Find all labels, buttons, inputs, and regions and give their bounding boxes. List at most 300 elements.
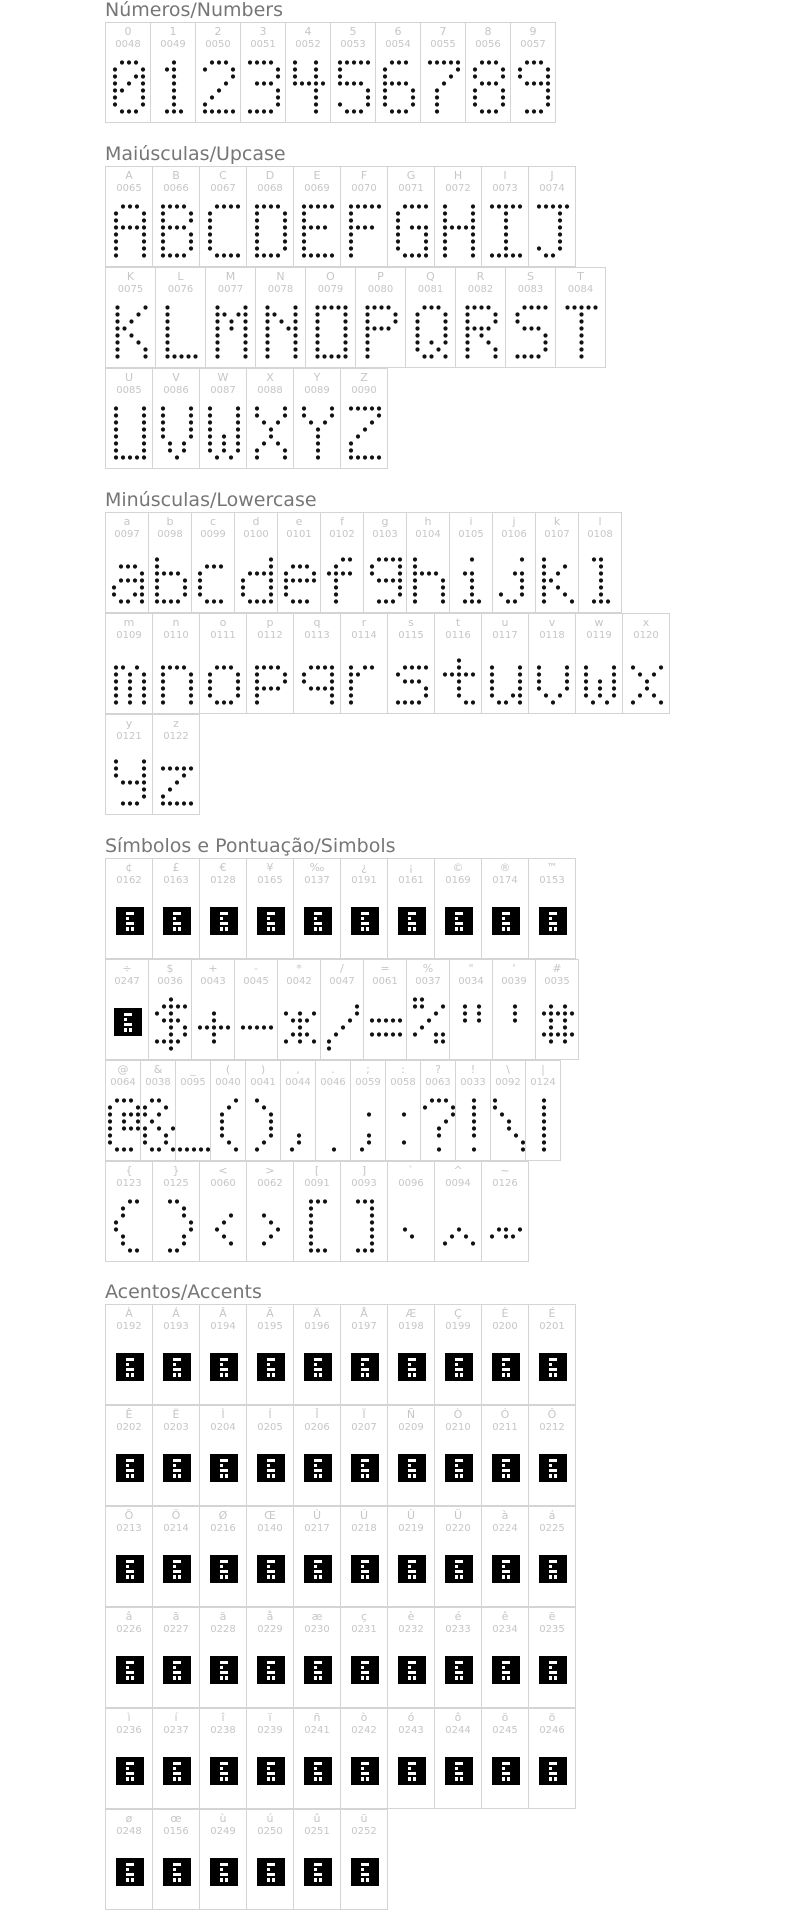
glyph-cell [293,1506,341,1607]
glyph-char-label: â [125,1610,133,1623]
glyph-char-label: m [123,616,135,629]
glyph-row [105,267,605,368]
dot-matrix-glyph [156,302,207,362]
glyph-code-label: 0090 [351,385,377,396]
glyph-cell [434,858,482,959]
glyph-row [105,858,578,959]
glyph-code-label: 0093 [351,1178,377,1189]
glyph-char-label: 2 [214,25,222,38]
glyph-cell [105,1405,153,1506]
missing-glyph-icon [294,1743,342,1803]
glyph-code-label: 0072 [445,183,471,194]
glyph-code-label: 0169 [445,875,471,886]
dot-matrix-glyph [364,994,408,1054]
glyph-cell [152,858,200,959]
glyph-code-label: 0243 [398,1725,424,1736]
dot-matrix-glyph [235,994,279,1054]
glyph-char-label: D [265,169,275,182]
missing-glyph-icon [247,893,295,953]
missing-glyph-icon [388,1541,436,1601]
glyph-code-label: 0108 [587,529,613,540]
glyph-char-label: É [548,1307,556,1320]
glyph-code-label: 0156 [163,1826,189,1837]
dot-matrix-glyph [388,648,436,708]
missing-glyph-icon [153,1440,201,1500]
glyph-char-label: " [468,962,474,975]
glyph-char-label: Ã [266,1307,274,1320]
glyph-char-label: ™ [546,861,558,874]
glyph-code-label: 0047 [329,976,355,987]
glyph-char-label: å [266,1610,274,1623]
dot-matrix-glyph [151,57,197,117]
glyph-char-label: _ [190,1063,196,1076]
glyph-code-label: 0120 [633,630,659,641]
glyph-cell [152,1506,200,1607]
glyph-cell [105,166,153,267]
missing-glyph-icon [482,1743,530,1803]
glyph-cell [375,22,421,123]
missing-glyph-icon [482,1339,530,1399]
dot-matrix-glyph [247,403,295,463]
glyph-code-label: 0065 [116,183,142,194]
missing-glyph-icon [247,1339,295,1399]
glyph-char-label: ? [435,1063,441,1076]
glyph-char-label: / [340,962,344,975]
dot-matrix-glyph [192,994,236,1054]
dot-matrix-glyph [153,749,201,809]
glyph-code-label: 0241 [304,1725,330,1736]
glyph-cell [528,1304,576,1405]
glyph-char-label: s [408,616,414,629]
glyph-row [105,166,605,267]
glyph-char-label: % [422,962,434,975]
glyph-code-label: 0100 [243,529,269,540]
dot-matrix-glyph [491,1095,527,1155]
glyph-cell [246,1708,294,1809]
glyph-code-label: 0193 [163,1321,189,1332]
dot-matrix-glyph [106,57,152,117]
glyph-cell [481,1607,529,1708]
glyph-cell [528,1607,576,1708]
glyph-code-label: 0163 [163,875,189,886]
dot-matrix-glyph [196,57,242,117]
dot-matrix-glyph [579,547,623,607]
glyph-code-label: 0053 [340,39,366,50]
glyph-cell [455,1060,491,1161]
glyph-char-label: k [553,515,561,528]
glyph-char-label: 5 [349,25,357,38]
glyph-cell [528,858,576,959]
glyph-char-label: ! [470,1063,476,1076]
glyph-code-label: 0126 [492,1178,518,1189]
missing-glyph-icon [200,1440,248,1500]
glyph-cell [105,267,156,368]
glyph-char-label: ë [548,1610,556,1623]
glyph-cell [246,1809,294,1910]
glyph-char-label: x [642,616,650,629]
dot-matrix-glyph [149,547,193,607]
glyph-char-label: Ï [362,1408,366,1421]
dot-matrix-glyph [388,1196,436,1256]
dot-matrix-glyph [506,302,557,362]
missing-glyph-icon [388,893,436,953]
dot-matrix-glyph [106,547,150,607]
glyph-char-label: E [313,169,321,182]
missing-glyph-icon [529,1642,577,1702]
glyph-char-label: H [453,169,463,182]
glyph-code-label: 0140 [257,1523,283,1534]
glyph-char-label: u [501,616,509,629]
glyph-code-label: 0055 [430,39,456,50]
glyph-cell [528,613,576,714]
glyph-code-label: 0203 [163,1422,189,1433]
missing-glyph-icon [388,1339,436,1399]
glyph-char-label: ñ [313,1711,321,1724]
glyph-char-label: 8 [484,25,492,38]
glyph-char-label: Ò [453,1408,463,1421]
glyph-cell [481,1708,529,1809]
missing-glyph-icon [482,1642,530,1702]
glyph-code-label: 0073 [492,183,518,194]
glyph-char-label: $ [166,962,174,975]
glyph-char-label: , [296,1063,300,1076]
dot-matrix-glyph [364,547,408,607]
dot-matrix-glyph [466,57,512,117]
glyph-grid-upcase [105,166,605,469]
dot-matrix-glyph [278,547,322,607]
glyph-code-label: 0077 [217,284,244,295]
glyph-code-label: 0069 [304,183,330,194]
glyph-char-label: i [469,515,473,528]
glyph-cell [105,613,153,714]
glyph-char-label: ¡ [408,861,414,874]
glyph-code-label: 0249 [210,1826,236,1837]
glyph-char-label: O [326,270,335,283]
glyph-char-label: Ú [359,1509,369,1522]
glyph-code-label: 0114 [351,630,377,641]
glyph-cell [492,959,536,1060]
dot-matrix-glyph [241,57,287,117]
glyph-cell [280,1060,316,1161]
dot-matrix-glyph [106,749,154,809]
glyph-char-label: W [217,371,229,384]
missing-glyph-icon [435,1440,483,1500]
glyph-char-label: ä [219,1610,227,1623]
glyph-char-label: Ô [547,1408,557,1421]
glyph-code-label: 0051 [250,39,276,50]
glyph-char-label: n [172,616,180,629]
glyph-char-label: b [166,515,174,528]
glyph-cell [434,1161,482,1262]
glyph-cell [246,368,294,469]
missing-glyph-icon [200,893,248,953]
glyph-code-label: 0238 [210,1725,236,1736]
glyph-cell [105,22,151,123]
glyph-cell [510,22,556,123]
glyph-char-label: c [209,515,217,528]
missing-glyph-icon [529,1743,577,1803]
glyph-code-label: 0045 [243,976,269,987]
glyph-code-label: 0191 [351,875,377,886]
glyph-cell [199,1809,247,1910]
dot-matrix-glyph [526,1095,562,1155]
glyph-char-label: ã [172,1610,180,1623]
dot-matrix-glyph [153,201,201,261]
glyph-code-label: 0211 [492,1422,518,1433]
glyph-char-label: q [313,616,321,629]
glyph-code-label: 0049 [160,39,186,50]
dot-matrix-glyph [256,302,307,362]
glyph-code-label: 0192 [116,1321,142,1332]
glyph-code-label: 0233 [445,1624,471,1635]
dot-matrix-glyph [482,648,530,708]
dot-matrix-glyph [351,1095,387,1155]
glyph-code-label: 0110 [163,630,189,641]
glyph-cell [246,1161,294,1262]
glyph-char-label: I [503,169,507,182]
glyph-code-label: 0095 [180,1077,206,1088]
glyph-code-label: 0061 [372,976,398,987]
dot-matrix-glyph [106,302,157,362]
glyph-char-label: . [331,1063,335,1076]
missing-glyph-icon [106,1743,154,1803]
missing-glyph-icon [153,1339,201,1399]
glyph-char-label: 4 [304,25,312,38]
glyph-code-label: 0059 [355,1077,381,1088]
glyph-code-label: 0165 [257,875,283,886]
glyph-code-label: 0042 [286,976,312,987]
glyph-char-label: a [123,515,131,528]
missing-glyph-icon [106,994,150,1054]
dot-matrix-glyph [211,1095,247,1155]
glyph-char-label: ê [501,1610,509,1623]
glyph-char-label: Ù [312,1509,322,1522]
glyph-code-label: 0194 [210,1321,236,1332]
glyph-char-label: ó [407,1711,415,1724]
section-title-accents: Acentos/Accents [105,1281,262,1303]
glyph-code-label: 0217 [304,1523,330,1534]
dot-matrix-glyph [246,1095,282,1155]
glyph-row [105,1809,575,1910]
glyph-cell [387,1506,435,1607]
glyph-cell [387,1304,435,1405]
glyph-code-label: 0153 [539,875,565,886]
glyph-char-label: 7 [439,25,447,38]
glyph-code-label: 0041 [250,1077,276,1088]
glyph-code-label: 0046 [320,1077,346,1088]
glyph-code-label: 0162 [116,875,142,886]
glyph-cell [205,267,256,368]
glyph-cell [340,858,388,959]
glyph-code-label: 0035 [544,976,570,987]
glyph-char-label: Ø [218,1509,228,1522]
glyph-code-label: 0116 [445,630,471,641]
glyph-code-label: 0087 [210,385,236,396]
missing-glyph-icon [341,1844,389,1904]
glyph-cell [152,1708,200,1809]
glyph-cell [434,613,482,714]
glyph-char-label: < [218,1164,228,1177]
glyph-code-label: 0078 [267,284,294,295]
glyph-code-label: 0218 [351,1523,377,1534]
glyph-code-label: 0220 [445,1523,471,1534]
dot-matrix-glyph [306,302,357,362]
dot-matrix-glyph [493,547,537,607]
glyph-code-label: 0209 [398,1422,424,1433]
glyph-char-label: £ [172,861,180,874]
missing-glyph-icon [435,1642,483,1702]
glyph-cell [105,1060,141,1161]
glyph-code-label: 0118 [539,630,565,641]
glyph-code-label: 0107 [544,529,570,540]
glyph-char-label: ® [499,861,511,874]
glyph-cell [420,1060,456,1161]
glyph-cell [140,1060,176,1161]
glyph-char-label: @ [117,1063,129,1076]
dot-matrix-glyph [435,201,483,261]
glyph-char-label: Q [426,270,435,283]
glyph-char-label: Å [360,1307,368,1320]
missing-glyph-icon [435,893,483,953]
missing-glyph-icon [294,893,342,953]
glyph-code-label: 0088 [257,385,283,396]
missing-glyph-icon [106,1844,154,1904]
glyph-code-label: 0252 [351,1826,377,1837]
glyph-code-label: 0067 [210,183,236,194]
glyph-cell [152,166,200,267]
glyph-code-label: 0200 [492,1321,518,1332]
glyph-code-label: 0038 [145,1077,171,1088]
glyph-cell [191,959,235,1060]
glyph-code-label: 0056 [475,39,501,50]
glyph-char-label: Á [172,1307,180,1320]
glyph-cell [528,1708,576,1809]
glyph-char-label: œ [170,1812,182,1825]
dot-matrix-glyph [493,994,537,1054]
glyph-char-label: A [125,169,133,182]
glyph-code-label: 0111 [210,630,236,641]
glyph-cell [246,1405,294,1506]
glyph-char-label: r [361,616,367,629]
glyph-code-label: 0239 [257,1725,283,1736]
dot-matrix-glyph [456,302,507,362]
glyph-code-label: 0237 [163,1725,189,1736]
dot-matrix-glyph [388,201,436,261]
glyph-cell [105,1161,153,1262]
glyph-code-label: 0246 [539,1725,565,1736]
glyph-code-label: 0242 [351,1725,377,1736]
missing-glyph-icon [153,893,201,953]
glyph-char-label: ' [512,962,516,975]
dot-matrix-glyph [482,1196,530,1256]
glyph-char-label: t [455,616,461,629]
glyph-row [105,959,578,1060]
glyph-cell [505,267,556,368]
glyph-code-label: 0068 [257,183,283,194]
glyph-code-label: 0206 [304,1422,330,1433]
glyph-cell [175,1060,211,1161]
dot-matrix-glyph [450,994,494,1054]
dot-matrix-glyph [407,994,451,1054]
glyph-code-label: 0040 [215,1077,241,1088]
glyph-char-label: ; [366,1063,370,1076]
glyph-code-label: 0248 [116,1826,142,1837]
glyph-code-label: 0202 [116,1422,142,1433]
glyph-code-label: 0094 [445,1178,471,1189]
glyph-code-label: 0080 [367,284,394,295]
glyph-cell [199,1405,247,1506]
glyph-char-label: ] [361,1164,367,1177]
glyph-cell [528,1405,576,1506]
glyph-code-label: 0196 [304,1321,330,1332]
glyph-code-label: 0119 [586,630,612,641]
glyph-cell [350,1060,386,1161]
glyph-char-label: { [125,1164,133,1177]
missing-glyph-icon [200,1541,248,1601]
glyph-char-label: Ì [221,1408,225,1421]
glyph-char-label: g [381,515,389,528]
glyph-char-label: P [377,270,384,283]
glyph-code-label: 0228 [210,1624,236,1635]
dot-matrix-glyph [153,403,201,463]
glyph-row [105,1161,578,1262]
glyph-char-label: } [172,1164,180,1177]
glyph-cell [246,1506,294,1607]
glyph-cell [575,613,623,714]
glyph-cell [293,1304,341,1405]
glyph-char-label: o [219,616,227,629]
glyph-char-label: ) [260,1063,266,1076]
glyph-cell [449,512,493,613]
dot-matrix-glyph [376,57,422,117]
glyph-cell [387,1405,435,1506]
dot-matrix-glyph [106,1095,142,1155]
glyph-char-label: Ç [454,1307,462,1320]
glyph-code-label: 0124 [530,1077,556,1088]
glyph-cell [535,959,579,1060]
glyph-code-label: 0224 [492,1523,518,1534]
dot-matrix-glyph [321,994,365,1054]
glyph-char-label: = [380,962,390,975]
glyph-char-label: 6 [394,25,402,38]
glyph-code-label: 0105 [458,529,484,540]
glyph-code-label: 0244 [445,1725,471,1736]
glyph-code-label: 0117 [492,630,518,641]
section-title-lowercase: Minúsculas/Lowercase [105,489,317,511]
glyph-grid-symbols [105,858,578,1262]
glyph-cell [105,1506,153,1607]
missing-glyph-icon [247,1844,295,1904]
glyph-cell [246,1304,294,1405]
glyph-char-label: ç [360,1610,368,1623]
glyph-row [105,1060,578,1161]
glyph-char-label: j [512,515,516,528]
glyph-code-label: 0207 [351,1422,377,1433]
glyph-code-label: 0074 [539,183,565,194]
glyph-char-label: î [221,1711,225,1724]
glyph-cell [199,166,247,267]
glyph-char-label: 0 [124,25,132,38]
glyph-code-label: 0225 [539,1523,565,1534]
dot-matrix-glyph [106,201,154,261]
glyph-char-label: G [406,169,416,182]
glyph-code-label: 0086 [163,385,189,396]
glyph-grid-lowercase [105,512,669,815]
glyph-code-label: 0083 [517,284,544,295]
section-title-upcase: Maiúsculas/Upcase [105,143,286,165]
glyph-cell [387,613,435,714]
glyph-char-label: y [125,717,133,730]
